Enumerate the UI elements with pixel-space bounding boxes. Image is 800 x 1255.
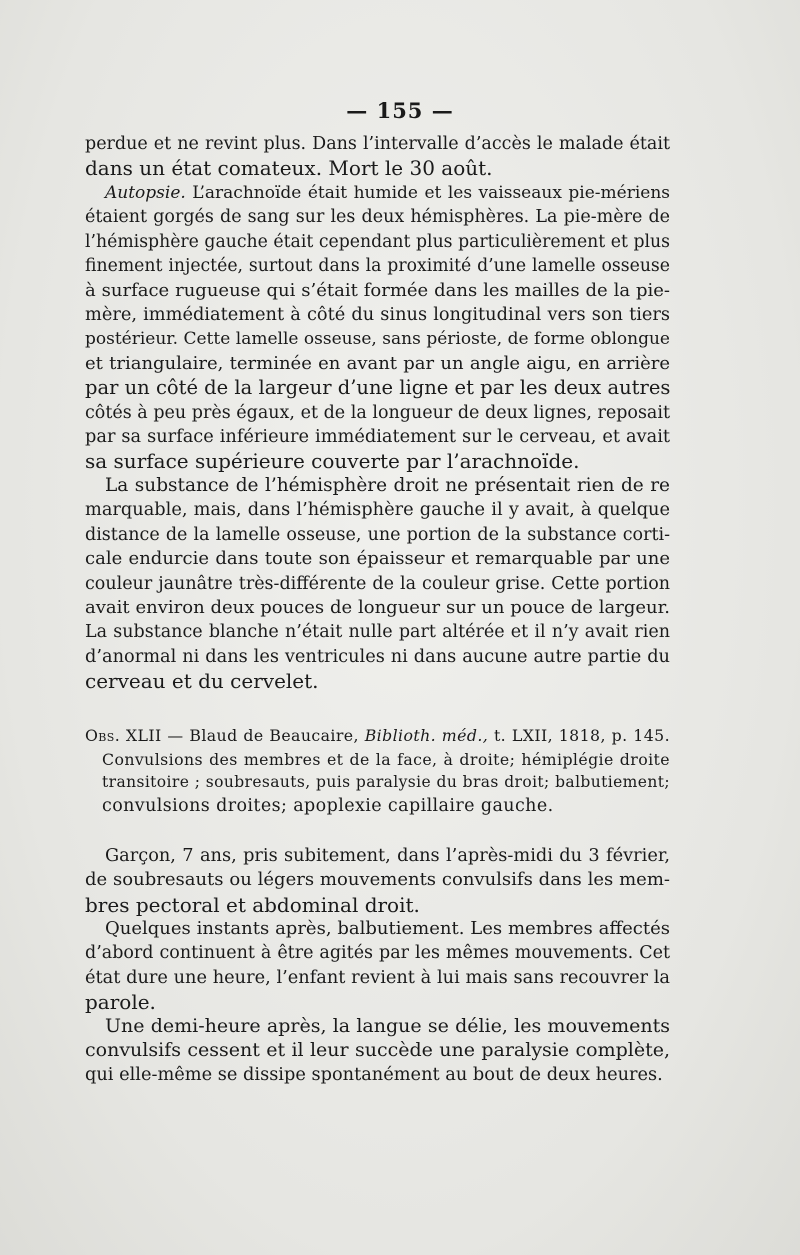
text-line: Une demi-heure après, la langue se délie, les mouvements [105,1015,670,1037]
observation-header [85,724,670,818]
page-number: — 155 — [346,98,454,123]
text-line: état dure une heure, l’enfant revient à lui mais sans recouvrer la [85,967,670,988]
obs-abbrev: Obs. [85,726,121,745]
text-line: de soubresauts ou légers mouvements convulsifs dans les mem- [85,869,670,891]
text-line: l’hémisphère gauche était cependant plus particulièrement et plus [85,231,670,252]
case-paragraph-3 [85,1014,670,1087]
text-line: marquable, mais, dans l’hémisphère gauche il y avait, à quelque [85,500,670,521]
text-line: avait environ deux pouces de longueur sur un pouce de largeur. [85,596,670,618]
case-paragraph-1 [85,844,670,917]
text-line: bres pectoral et abdominal droit. [85,892,420,917]
text-line: postérieur. Cette lamelle osseuse, sans périoste, de forme oblongue [85,329,670,350]
text-line: par sa surface inférieure immédiatement sur le cerveau, et avait [85,426,670,447]
text-line [85,181,670,205]
text-line: perdue et ne revint plus. Dans l’intervalle d’accès le malade était [85,134,670,154]
obs-citation: t. LXII, 1818, p. 145. [488,726,670,745]
text-line: étaient gorgés de sang sur les deux hémisphères. La pie-mère de [85,207,670,228]
paragraph-continuation [85,132,670,181]
text-line: finement injectée, surtout dans la proximité d’une lamelle osseuse [85,256,670,277]
text-line: cale endurcie dans toute son épaisseur et remarquable par une [85,548,670,570]
text-line: couleur jaunâtre très-différente de la couleur grise. Cette portion [85,573,670,594]
text-line: dans un état comateux. Mort le 30 août. [85,156,493,181]
text-line: distance de la lamelle osseuse, une portion de la substance corti- [85,524,670,545]
text-line: d’anormal ni dans les ventricules ni dans aucune autre partie du [85,646,670,667]
paragraph-substance [85,474,670,694]
summary-line: transitoire ; soubresauts, puis paralysie du bras droit; balbutiement; [102,773,670,791]
paragraph-autopsie [85,181,670,474]
obs-source: Biblioth. méd., [364,726,489,745]
autopsie-label: Autopsie. [105,183,186,203]
text-line: parole. [85,990,156,1015]
text-line: Quelques instants après, balbutiement. Les membres affectés [105,918,670,939]
text-line: d’abord continuent à être agités par les mêmes mouvements. Cet [85,943,670,964]
text-line: qui elle-même se dissipe spontanément au bout de deux heures. [85,1064,663,1085]
text-line: Garçon, 7 ans, pris subitement, dans l’après-midi du 3 février, [105,846,670,866]
obs-author: XLII — Blaud de Beaucaire, [120,726,359,745]
text-line: côtés à peu près égaux, et de la longueur de deux lignes, reposait [85,402,670,423]
case-paragraph-2 [85,917,670,1015]
summary-line: Convulsions des membres et de la face, à droite; hémiplégie droite [102,749,670,769]
text-line: sa surface supérieure couverte par l’arachnoïde. [85,449,580,474]
text-line: convulsifs cessent et il leur succède une paralysie complète, [85,1039,670,1062]
text-line: par un côté de la largeur d’une ligne et par les deux autres [85,376,671,400]
summary-line: convulsions droites; apoplexie capillaire gauche. [102,795,554,816]
text-line: La substance de l’hémisphère droit ne présentait rien de re [105,475,670,496]
text-line: à surface rugueuse qui s’était formée dans les mailles de la pie- [85,279,670,301]
text-line: cerveau et du cervelet. [85,669,319,694]
text-line: et triangulaire, terminée en avant par un angle aigu, en arrière [85,352,670,374]
autopsie-first-line: L’arachnoïde était humide et les vaisseaux pie-mériens [192,183,670,203]
observation-title [85,724,670,748]
text-line: La substance blanche n’était nulle part altérée et il n’y avait rien [85,622,670,643]
text-line: mère, immédiatement à côté du sinus longitudinal vers son tiers [85,304,670,325]
